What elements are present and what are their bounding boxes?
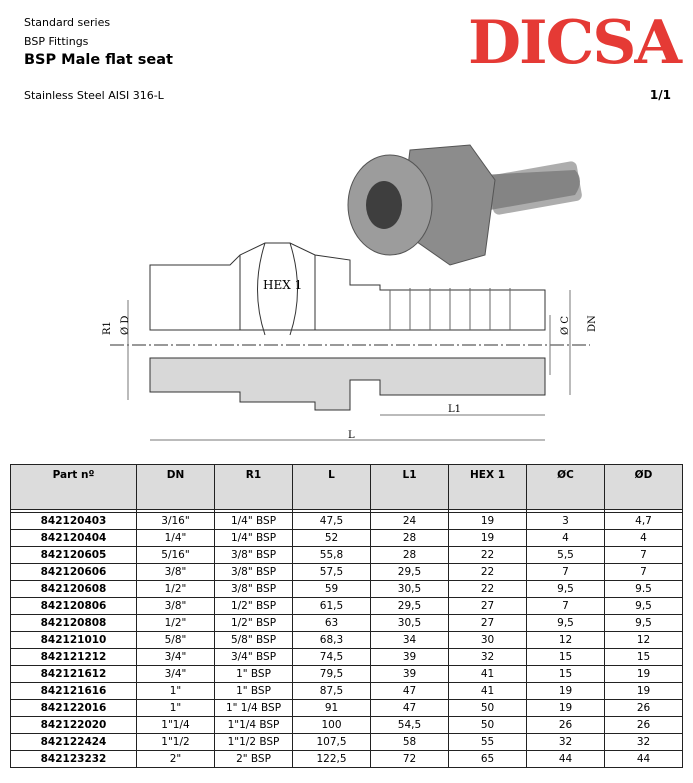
table-cell: 91 <box>293 700 371 717</box>
table-cell: 41 <box>449 666 527 683</box>
table-cell: 26 <box>527 717 605 734</box>
table-cell: 1/2" <box>137 615 215 632</box>
table-cell: 3/4" <box>137 666 215 683</box>
table-cell: 7 <box>527 564 605 581</box>
part-number-cell: 842120808 <box>11 615 137 632</box>
table-cell: 1"1/4 BSP <box>215 717 293 734</box>
table-cell: 15 <box>527 649 605 666</box>
fitting-drawing <box>90 140 610 455</box>
table-cell: 26 <box>605 700 683 717</box>
dicsa-logo: DICSA <box>468 8 680 78</box>
table-cell: 122,5 <box>293 751 371 768</box>
table-cell: 1"1/2 <box>137 734 215 751</box>
part-number-cell: 842120806 <box>11 598 137 615</box>
table-cell: 22 <box>449 547 527 564</box>
parts-table <box>10 464 683 768</box>
table-cell: 19 <box>527 683 605 700</box>
part-number-cell: 842120608 <box>11 581 137 598</box>
table-cell: 1" 1/4 BSP <box>215 700 293 717</box>
table-row <box>11 751 683 768</box>
table-cell: 24 <box>371 513 449 530</box>
table-cell: 4,7 <box>605 513 683 530</box>
table-cell: 50 <box>449 717 527 734</box>
section-drawing <box>110 243 590 440</box>
table-cell: 72 <box>371 751 449 768</box>
table-row <box>11 649 683 666</box>
table-row <box>11 581 683 598</box>
table-cell: 1" BSP <box>215 683 293 700</box>
table-header-row <box>11 465 683 510</box>
table-cell: 1/2" <box>137 581 215 598</box>
table-cell: 39 <box>371 649 449 666</box>
table-cell: 3/8" BSP <box>215 581 293 598</box>
table-cell: 9,5 <box>527 615 605 632</box>
table-cell: 9,5 <box>605 615 683 632</box>
table-row <box>11 598 683 615</box>
l1-label: L1 <box>448 404 462 415</box>
table-cell: 32 <box>449 649 527 666</box>
table-cell: 3 <box>527 513 605 530</box>
table-cell: 7 <box>605 547 683 564</box>
table-cell: 63 <box>293 615 371 632</box>
table-cell: 30,5 <box>371 581 449 598</box>
column-header: HEX 1 <box>449 465 527 510</box>
table-cell: 50 <box>449 700 527 717</box>
hex-label: HEX 1 <box>263 278 303 292</box>
table-cell: 7 <box>527 598 605 615</box>
table-cell: 47 <box>371 700 449 717</box>
table-row <box>11 615 683 632</box>
family-label: BSP Fittings <box>24 35 89 48</box>
part-number-cell: 842122020 <box>11 717 137 734</box>
table-cell: 12 <box>605 632 683 649</box>
table-cell: 57,5 <box>293 564 371 581</box>
table-cell: 19 <box>449 513 527 530</box>
table-cell: 44 <box>527 751 605 768</box>
table-row <box>11 666 683 683</box>
table-cell: 3/8" BSP <box>215 547 293 564</box>
table-cell: 100 <box>293 717 371 734</box>
page-number: 1/1 <box>649 88 671 102</box>
table-cell: 30,5 <box>371 615 449 632</box>
table-cell: 1/4" <box>137 530 215 547</box>
d-label: Ø D <box>120 315 131 335</box>
page-title: BSP Male flat seat <box>24 52 173 68</box>
table-cell: 26 <box>605 717 683 734</box>
column-header: L <box>293 465 371 510</box>
column-header: Part nº <box>11 465 137 510</box>
table-cell: 55,8 <box>293 547 371 564</box>
table-row <box>11 734 683 751</box>
table-cell: 1" <box>137 683 215 700</box>
table-cell: 15 <box>527 666 605 683</box>
table-cell: 1/2" BSP <box>215 615 293 632</box>
table-cell: 19 <box>527 700 605 717</box>
table-cell: 79,5 <box>293 666 371 683</box>
table-cell: 5,5 <box>527 547 605 564</box>
table-cell: 22 <box>449 564 527 581</box>
table-row <box>11 547 683 564</box>
part-number-cell: 842121612 <box>11 666 137 683</box>
column-header: ØC <box>527 465 605 510</box>
r1-label: R1 <box>102 321 113 335</box>
table-cell: 28 <box>371 547 449 564</box>
part-number-cell: 842120605 <box>11 547 137 564</box>
table-row <box>11 717 683 734</box>
table-row <box>11 632 683 649</box>
part-number-cell: 842121616 <box>11 683 137 700</box>
table-cell: 19 <box>449 530 527 547</box>
table-row <box>11 564 683 581</box>
table-cell: 1" BSP <box>215 666 293 683</box>
table-cell: 1" <box>137 700 215 717</box>
table-cell: 27 <box>449 615 527 632</box>
table-cell: 9,5 <box>527 581 605 598</box>
table-cell: 5/16" <box>137 547 215 564</box>
material-label: Stainless Steel AISI 316-L <box>24 89 164 102</box>
part-number-cell: 842122424 <box>11 734 137 751</box>
table-cell: 58 <box>371 734 449 751</box>
table-cell: 7 <box>605 564 683 581</box>
table-cell: 4 <box>527 530 605 547</box>
table-cell: 19 <box>605 666 683 683</box>
table-cell: 29,5 <box>371 598 449 615</box>
table-row <box>11 700 683 717</box>
table-cell: 87,5 <box>293 683 371 700</box>
column-header: DN <box>137 465 215 510</box>
table-cell: 3/8" <box>137 564 215 581</box>
c-label: Ø C <box>560 315 571 335</box>
table-cell: 2" <box>137 751 215 768</box>
table-cell: 32 <box>527 734 605 751</box>
table-cell: 39 <box>371 666 449 683</box>
table-cell: 59 <box>293 581 371 598</box>
table-cell: 15 <box>605 649 683 666</box>
table-cell: 107,5 <box>293 734 371 751</box>
table-cell: 52 <box>293 530 371 547</box>
column-header: L1 <box>371 465 449 510</box>
table-cell: 1/4" BSP <box>215 530 293 547</box>
table-cell: 5/8" BSP <box>215 632 293 649</box>
table-cell: 3/16" <box>137 513 215 530</box>
table-row <box>11 513 683 530</box>
table-cell: 47 <box>371 683 449 700</box>
table-cell: 32 <box>605 734 683 751</box>
part-number-cell: 842120606 <box>11 564 137 581</box>
table-cell: 3/4" <box>137 649 215 666</box>
series-label: Standard series <box>24 16 111 29</box>
table-cell: 19 <box>605 683 683 700</box>
part-number-cell: 842121010 <box>11 632 137 649</box>
table-cell: 22 <box>449 581 527 598</box>
table-cell: 68,3 <box>293 632 371 649</box>
table-cell: 34 <box>371 632 449 649</box>
table-cell: 28 <box>371 530 449 547</box>
table-cell: 55 <box>449 734 527 751</box>
table-cell: 74,5 <box>293 649 371 666</box>
table-cell: 2" BSP <box>215 751 293 768</box>
part-number-cell: 842123232 <box>11 751 137 768</box>
table-cell: 3/8" <box>137 598 215 615</box>
part-number-cell: 842120403 <box>11 513 137 530</box>
table-row <box>11 530 683 547</box>
l-label: L <box>348 430 355 441</box>
table-cell: 54,5 <box>371 717 449 734</box>
table-cell: 3/8" BSP <box>215 564 293 581</box>
table-cell: 3/4" BSP <box>215 649 293 666</box>
table-cell: 1/2" BSP <box>215 598 293 615</box>
table-cell: 29,5 <box>371 564 449 581</box>
table-cell: 1"1/2 BSP <box>215 734 293 751</box>
table-cell: 1"1/4 <box>137 717 215 734</box>
table-cell: 65 <box>449 751 527 768</box>
part-number-cell: 842120404 <box>11 530 137 547</box>
part-number-cell: 842122016 <box>11 700 137 717</box>
table-row <box>11 683 683 700</box>
table-cell: 47,5 <box>293 513 371 530</box>
part-number-cell: 842121212 <box>11 649 137 666</box>
table-cell: 27 <box>449 598 527 615</box>
table-cell: 4 <box>605 530 683 547</box>
table-cell: 9,5 <box>605 598 683 615</box>
column-header: ØD <box>605 465 683 510</box>
table-cell: 5/8" <box>137 632 215 649</box>
column-header: R1 <box>215 465 293 510</box>
table-cell: 41 <box>449 683 527 700</box>
table-cell: 9.5 <box>605 581 683 598</box>
dn-label: DN <box>587 315 598 332</box>
fitting-3d-render <box>348 145 583 265</box>
table-cell: 12 <box>527 632 605 649</box>
table-cell: 1/4" BSP <box>215 513 293 530</box>
table-cell: 61,5 <box>293 598 371 615</box>
table-cell: 44 <box>605 751 683 768</box>
table-cell: 30 <box>449 632 527 649</box>
